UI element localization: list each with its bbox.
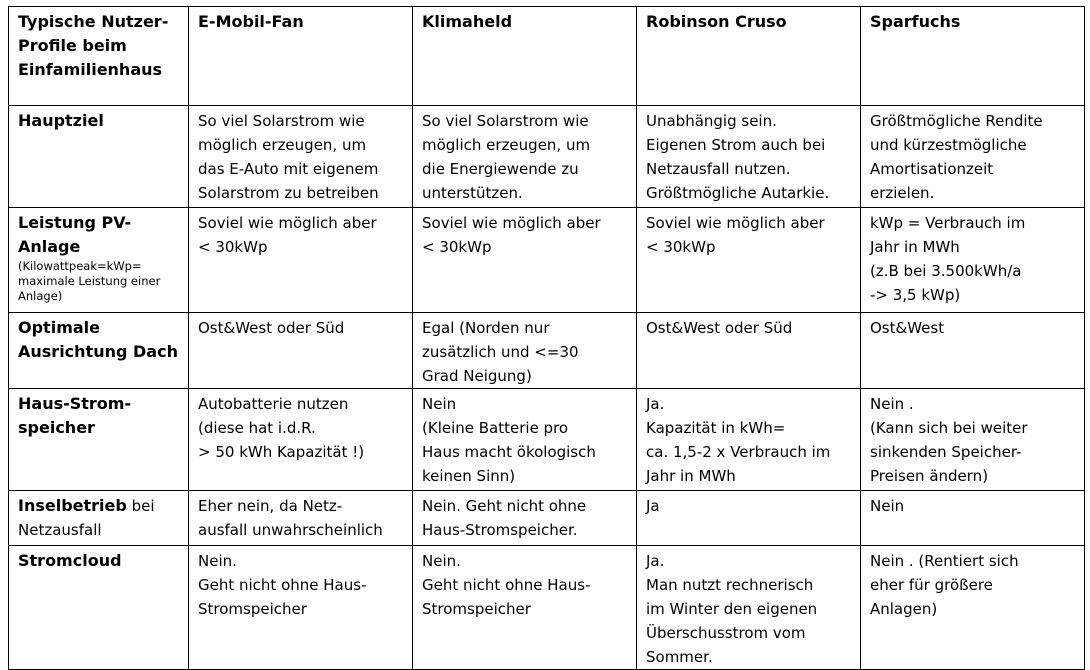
- row-label-inselbetrieb-bold: Inselbetrieb: [18, 496, 127, 515]
- row-label-inselbetrieb: [9, 491, 189, 546]
- table-cell: So viel Solarstrom wie möglich erzeugen, um das E-Auto mit eigenem Solarstrom zu betreiben: [189, 106, 413, 208]
- profile-comparison-table: [8, 6, 1085, 670]
- header-row: [9, 7, 1085, 106]
- table-cell: Größtmögliche Rendite und kürzestmögliche Amortisationzeit erzielen.: [861, 106, 1085, 208]
- table-row: [9, 546, 1085, 670]
- row-label-inselbetrieb-rest: bei Netzausfall: [18, 497, 155, 539]
- table-cell: Ja. Kapazität in kWh= ca. 1,5-2 x Verbrauch im Jahr in MWh: [637, 389, 861, 491]
- table-cell: So viel Solarstrom wie möglich erzeugen, um die Energiewende zu unterstützen.: [413, 106, 637, 208]
- row-label-stromcloud: Stromcloud: [9, 546, 189, 670]
- table-cell: Autobatterie nutzen (diese hat i.d.R. > 50 kWh Kapazität !): [189, 389, 413, 491]
- row-label-hauptziel: Hauptziel: [9, 106, 189, 208]
- table-cell: Ja. Man nutzt rechnerisch im Winter den eigenen Überschusstrom vom Sommer.: [637, 546, 861, 670]
- header-robinson-cruso: Robinson Cruso: [637, 7, 861, 106]
- table-cell: Egal (Norden nur zusätzlich und <=30 Grad Neigung): [413, 313, 637, 389]
- table-row: [9, 208, 1085, 313]
- table-cell: Nein (Kleine Batterie pro Haus macht ökologisch keinen Sinn): [413, 389, 637, 491]
- table-row: [9, 106, 1085, 208]
- row-label-leistung-title: Leistung PV- Anlage: [18, 213, 132, 256]
- header-profile-label: Typische Nutzer- Profile beim Einfamilienhaus: [9, 7, 189, 106]
- table-cell: Unabhängig sein. Eigenen Strom auch bei Netzausfall nutzen. Größtmögliche Autarkie.: [637, 106, 861, 208]
- table-cell: Soviel wie möglich aber < 30kWp: [189, 208, 413, 313]
- table-cell: kWp = Verbrauch im Jahr in MWh (z.B bei 3.500kWh/a -> 3,5 kWp): [861, 208, 1085, 313]
- table-cell: Soviel wie möglich aber < 30kWp: [637, 208, 861, 313]
- table-row: [9, 491, 1085, 546]
- table-cell: Nein. Geht nicht ohne Haus- Stromspeicher: [413, 546, 637, 670]
- table-cell: Ost&West: [861, 313, 1085, 389]
- table-cell: Soviel wie möglich aber < 30kWp: [413, 208, 637, 313]
- table-row: [9, 313, 1085, 389]
- table-cell: Nein. Geht nicht ohne Haus- Stromspeicher: [189, 546, 413, 670]
- table-cell: Ost&West oder Süd: [189, 313, 413, 389]
- row-label-speicher: Haus-Strom- speicher: [9, 389, 189, 491]
- table-row: [9, 389, 1085, 491]
- header-klimaheld: Klimaheld: [413, 7, 637, 106]
- table-cell: Nein: [861, 491, 1085, 546]
- header-e-mobil-fan: E-Mobil-Fan: [189, 7, 413, 106]
- table-cell: Nein. Geht nicht ohne Haus-Stromspeicher.: [413, 491, 637, 546]
- table-cell: Eher nein, da Netz- ausfall unwahrscheinlich: [189, 491, 413, 546]
- header-sparfuchs: Sparfuchs: [861, 7, 1085, 106]
- table-cell: Nein . (Kann sich bei weiter sinkenden Speicher- Preisen ändern): [861, 389, 1085, 491]
- row-label-leistung-note: (Kilowattpeak=kWp= maximale Leistung einer Anlage): [18, 259, 161, 303]
- table-cell: Nein . (Rentiert sich eher für größere Anlagen): [861, 546, 1085, 670]
- row-label-ausrichtung: Optimale Ausrichtung Dach: [9, 313, 189, 389]
- table-cell: Ja: [637, 491, 861, 546]
- row-label-leistung: [9, 208, 189, 313]
- table-cell: Ost&West oder Süd: [637, 313, 861, 389]
